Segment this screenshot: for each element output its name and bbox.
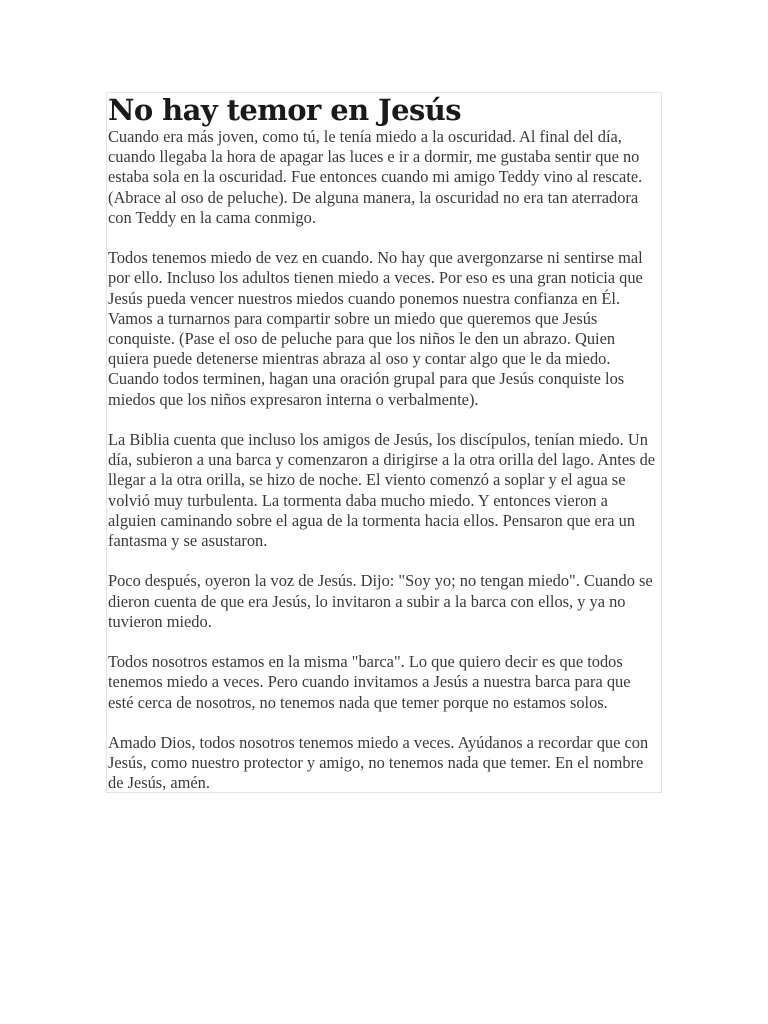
document-text-box: [106, 92, 662, 793]
paragraph-3: La Biblia cuenta que incluso los amigos de Jesús, los discípulos, tenían miedo. Un día, subieron a una barca y comenzaron a dirigirse a la otra orilla del lago. Antes de llegar a la otra orilla, se hizo de noche. El viento comenzó a soplar y el agua se volvió muy turbulenta. La tormenta daba mucho miedo. Y entonces vieron a alguien caminando sobre el agua de la tormenta hacia ellos. Pensaron que era un fantasma y se asustaron.: [108, 430, 656, 551]
paragraph-5: Todos nosotros estamos en la misma "barca". Lo que quiero decir es que todos tenemos miedo a veces. Pero cuando invitamos a Jesús a nuestra barca para que esté cerca de nosotros, no tenemos nada que temer porque no estamos solos.: [108, 652, 631, 712]
paragraph-6: Amado Dios, todos nosotros tenemos miedo a veces. Ayúdanos a recordar que con Jesús, como nuestro protector y amigo, no tenemos nada que temer. En el nombre de Jesús, amén.: [108, 733, 649, 793]
document-title: No hay temor en Jesús: [108, 93, 461, 127]
paragraph-2: Todos tenemos miedo de vez en cuando. No hay que avergonzarse ni sentirse mal por ello. Incluso los adultos tienen miedo a veces. Por eso es una gran noticia que Jesús pueda vencer nuestros miedos cuando ponemos nuestra confianza en Él. Vamos a turnarnos para compartir sobre un miedo que queremos que Jesús conquiste. (Pase el oso de peluche para que los niños le den un abrazo. Quien quiera puede detenerse mientras abraza al oso y contar algo que le da miedo. Cuando todos terminen, hagan una oración grupal para que Jesús conquiste los miedos que los niños expresaron interna o verbalmente).: [108, 248, 643, 409]
paragraph-4: Poco después, oyeron la voz de Jesús. Dijo: "Soy yo; no tengan miedo". Cuando se dieron cuenta de que era Jesús, lo invitaron a subir a la barca con ellos, y ya no tuvieron miedo.: [108, 571, 653, 631]
paragraph-1: Cuando era más joven, como tú, le tenía miedo a la oscuridad. Al final del día, cuando llegaba la hora de apagar las luces e ir a dormir, me gustaba sentir que no estaba sola en la oscuridad. Fue entonces cuando mi amigo Teddy vino al rescate. (Abrace al oso de peluche). De alguna manera, la oscuridad no era tan aterradora con Teddy en la cama conmigo.: [108, 127, 643, 227]
